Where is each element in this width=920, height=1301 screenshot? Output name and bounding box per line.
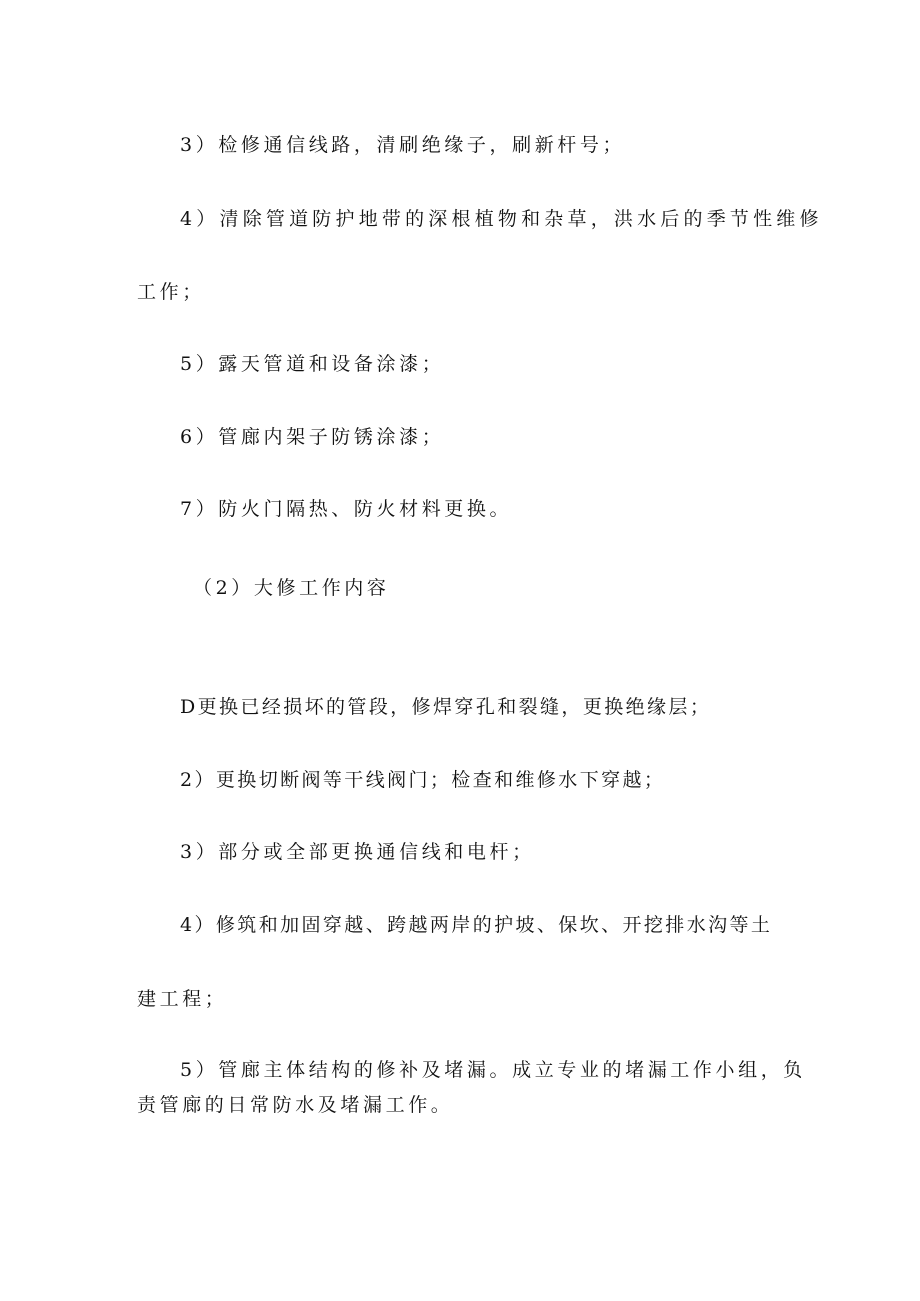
maintenance-item-6: 6）管廊内架子防锈涂漆； <box>180 426 445 448</box>
maintenance-item-4-line-2: 工作； <box>137 281 205 303</box>
overhaul-item-4-line-2: 建工程； <box>137 988 228 1010</box>
section-heading-overhaul: （2）大修工作内容 <box>193 577 390 599</box>
maintenance-item-3: 3）检修通信线路，清刷绝缘子，刷新杆号； <box>180 134 626 156</box>
overhaul-item-2: 2）更换切断阀等干线阀门；检查和维修水下穿越； <box>180 769 666 791</box>
maintenance-item-7: 7）防火门隔热、防火材料更换。 <box>180 498 513 520</box>
overhaul-item-5-line-2: 责管廊的日常防水及堵漏工作。 <box>137 1094 454 1116</box>
overhaul-item-1: D更换已经损坏的管段，修焊穿孔和裂缝，更换绝缘层； <box>180 696 712 718</box>
overhaul-item-4-line-1: 4）修筑和加固穿越、跨越两岸的护坡、保坎、开挖排水沟等土 <box>180 914 773 936</box>
maintenance-item-4-line-1: 4）清除管道防护地带的深根植物和杂草，洪水后的季节性维修 <box>180 208 823 230</box>
maintenance-item-5: 5）露天管道和设备涂漆； <box>180 353 445 375</box>
overhaul-item-5-line-1: 5）管廊主体结构的修补及堵漏。成立专业的堵漏工作小组，负 <box>180 1059 806 1081</box>
overhaul-item-3: 3）部分或全部更换通信线和电杆； <box>180 841 535 863</box>
